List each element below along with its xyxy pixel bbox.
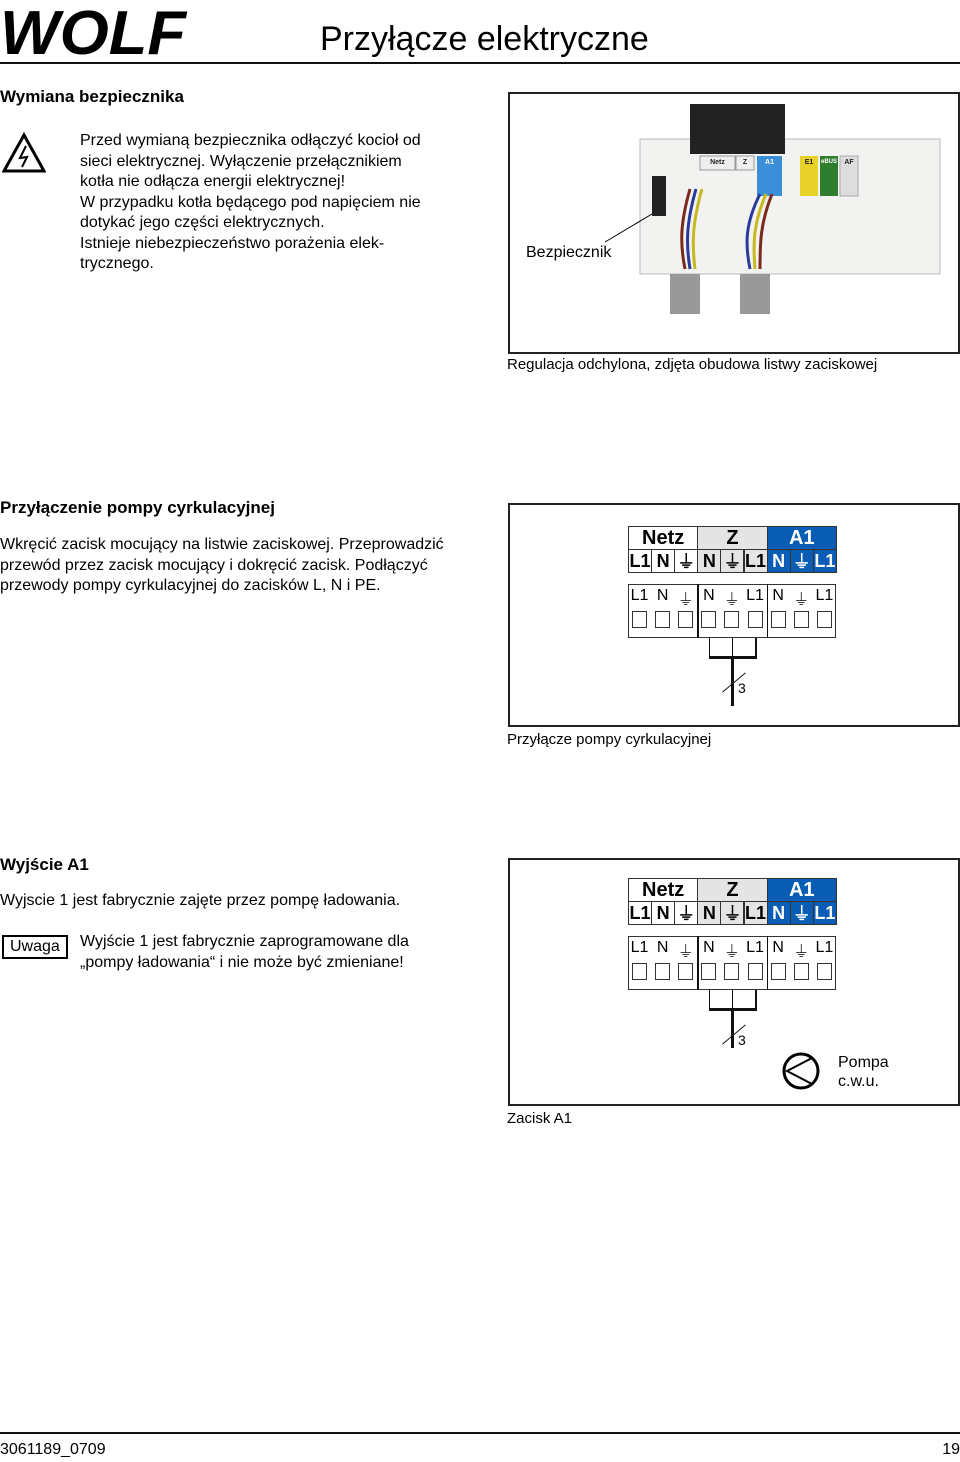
terminal-pin-label: ⏚ <box>720 901 744 925</box>
terminal-screw-slot <box>655 611 670 628</box>
section-heading-circulation-pump: Przyłączenie pompy cyrkulacyjnej <box>0 498 275 517</box>
wire <box>732 990 734 1008</box>
terminal-screw-slot <box>701 963 716 980</box>
warning-text <box>80 131 421 275</box>
terminal-pin-label: ⏚ <box>793 592 810 609</box>
wire <box>755 638 757 656</box>
terminal-pin-label: L1 <box>815 587 834 604</box>
terminal-pin-label: ⏚ <box>790 549 814 573</box>
text-line: dotykać jego części elektrycznych. <box>80 214 325 231</box>
terminal-pin-label: L1 <box>813 549 837 573</box>
section-heading-fuse: Wymiana bezpiecznika <box>0 87 184 106</box>
terminal-pin-label: N <box>651 549 675 573</box>
terminal-pin-label: ⏚ <box>720 549 744 573</box>
svg-text:WOLF: WOLF <box>0 2 189 60</box>
terminal-screw-slot <box>817 611 832 628</box>
terminal-pin-label: L1 <box>744 549 768 573</box>
terminal-pin-label: N <box>767 901 791 925</box>
terminal-pin-label: N <box>651 901 675 925</box>
wolf-logo <box>0 2 190 60</box>
terminal-pin-label: N <box>767 549 791 573</box>
terminal-screw-slot <box>748 611 763 628</box>
terminal-pin-label: L1 <box>813 901 837 925</box>
terminal-pin-label: N <box>656 587 669 604</box>
terminal-pin-label: L1 <box>744 901 768 925</box>
high-voltage-warning-icon <box>2 132 46 174</box>
terminal-pin-label: ⏚ <box>674 901 698 925</box>
terminal-screw-slot <box>771 611 786 628</box>
note-badge: Uwaga <box>2 935 68 959</box>
text-line: przewód przez zacisk mocujący i dokręcić zacisk. Podłączyć <box>0 556 428 574</box>
photo-label-e1: E1 <box>804 159 814 166</box>
terminal-pin-label: ⏚ <box>674 549 698 573</box>
photo-caption: Regulacja odchylona, zdjęta obudowa listwy zaciskowej <box>507 356 878 373</box>
terminal-screw-slot <box>817 963 832 980</box>
photo-label-a1: A1 <box>765 159 774 166</box>
terminal-screw-slot <box>632 611 647 628</box>
terminal-pin-label: ⏚ <box>723 592 740 609</box>
page-title: Przyłącze elektryczne <box>320 20 649 58</box>
terminal-pin-label: ⏚ <box>793 944 810 961</box>
wire-count: 3 <box>737 680 746 696</box>
pump-label-line: c.w.u. <box>838 1073 879 1090</box>
terminal-pin-label: L1 <box>746 939 764 956</box>
wire <box>755 990 757 1008</box>
pump-label-line: Pompa <box>838 1054 889 1071</box>
document-number: 3061189_0709 <box>0 1441 106 1458</box>
output-a1-text: Wyjscie 1 jest fabrycznie zajęte przez pompę ładowania. <box>0 892 401 909</box>
text-line: W przypadku kotła będącego pod napięciem nie <box>80 193 421 211</box>
terminal-pin-label: N <box>697 901 721 925</box>
terminal-screw-slot <box>794 611 809 628</box>
fuse-photo-frame <box>508 92 960 354</box>
diagram-caption: Zacisk A1 <box>507 1110 573 1127</box>
terminal-pin-label: N <box>697 549 721 573</box>
terminal-box-photo <box>510 94 958 352</box>
terminal-screw-slot <box>771 963 786 980</box>
footer-rule <box>0 1432 960 1434</box>
terminal-screw-slot <box>632 963 647 980</box>
wire <box>709 638 711 656</box>
terminal-screw-slot <box>724 963 739 980</box>
terminal-pin-label: L1 <box>628 901 652 925</box>
terminal-pin-label: N <box>772 587 784 604</box>
page-number: 19 <box>942 1441 960 1458</box>
terminal-screw-slot <box>794 963 809 980</box>
pump-symbol-icon <box>782 1052 820 1090</box>
terminal-pin-label: ⏚ <box>677 592 694 609</box>
terminal-group-a1: A1 <box>767 526 837 550</box>
terminal-screw-slot <box>701 611 716 628</box>
text-line: Wkręcić zacisk mocujący na listwie zaciskowej. Przeprowadzić <box>0 536 444 553</box>
header-rule <box>0 62 960 64</box>
cable <box>731 1008 735 1048</box>
photo-label-af: AF <box>844 159 854 166</box>
text-line: „pompy ładowania“ i nie może być zmieniane! <box>80 953 404 971</box>
terminal-screw-slot <box>678 611 693 628</box>
text-line: Istnieje niebezpieczeństwo porażenia elek- <box>80 234 385 252</box>
terminal-pin-label: N <box>703 939 715 956</box>
text-line: sieci elektrycznej. Wyłączenie przełącznikiem <box>80 152 402 170</box>
section-heading-output-a1: Wyjście A1 <box>0 855 89 874</box>
terminal-pin-label: L1 <box>746 587 764 604</box>
terminal-screw-slot <box>655 963 670 980</box>
terminal-group-netz: Netz <box>628 878 698 902</box>
terminal-pin-label: L1 <box>630 587 649 604</box>
note-text <box>80 932 453 973</box>
terminal-group-a1: A1 <box>767 878 837 902</box>
terminal-screw-slot <box>724 611 739 628</box>
terminal-pin-label: L1 <box>630 939 649 956</box>
text-line: kotła nie odłącza energii elektrycznej! <box>80 173 346 190</box>
terminal-screw-slot <box>748 963 763 980</box>
terminal-pin-label: L1 <box>628 549 652 573</box>
text-line: trycznego. <box>80 255 154 272</box>
terminal-pin-label: N <box>772 939 784 956</box>
photo-label-ebus: eBUS <box>820 159 837 165</box>
terminal-group-z: Z <box>697 878 767 902</box>
wire <box>709 990 711 1008</box>
photo-label-z: Z <box>742 159 748 166</box>
text-line: Przed wymianą bezpiecznika odłączyć kocioł od <box>80 132 421 149</box>
terminal-pin-label: ⏚ <box>790 901 814 925</box>
terminal-group-netz: Netz <box>628 526 698 550</box>
pump-label <box>838 1053 889 1091</box>
photo-label-netz: Netz <box>710 159 725 166</box>
terminal-pin-label: ⏚ <box>677 944 694 961</box>
terminal-screw-slot <box>678 963 693 980</box>
text-line: Wyjście 1 jest fabrycznie zaprogramowane dla <box>80 933 409 950</box>
wire-count: 3 <box>737 1032 746 1048</box>
terminal-pin-label: N <box>703 587 715 604</box>
terminal-pin-label: L1 <box>815 939 834 956</box>
circulation-pump-instructions <box>0 535 444 597</box>
terminal-pin-label: N <box>656 939 669 956</box>
diagram-caption: Przyłącze pompy cyrkulacyjnej <box>507 731 712 748</box>
fuse-label: Bezpiecznik <box>526 244 612 261</box>
wire <box>732 638 734 656</box>
terminal-pin-label: ⏚ <box>723 944 740 961</box>
terminal-group-z: Z <box>697 526 767 550</box>
text-line: przewody pompy cyrkulacyjnej do zacisków L, N i PE. <box>0 577 381 594</box>
